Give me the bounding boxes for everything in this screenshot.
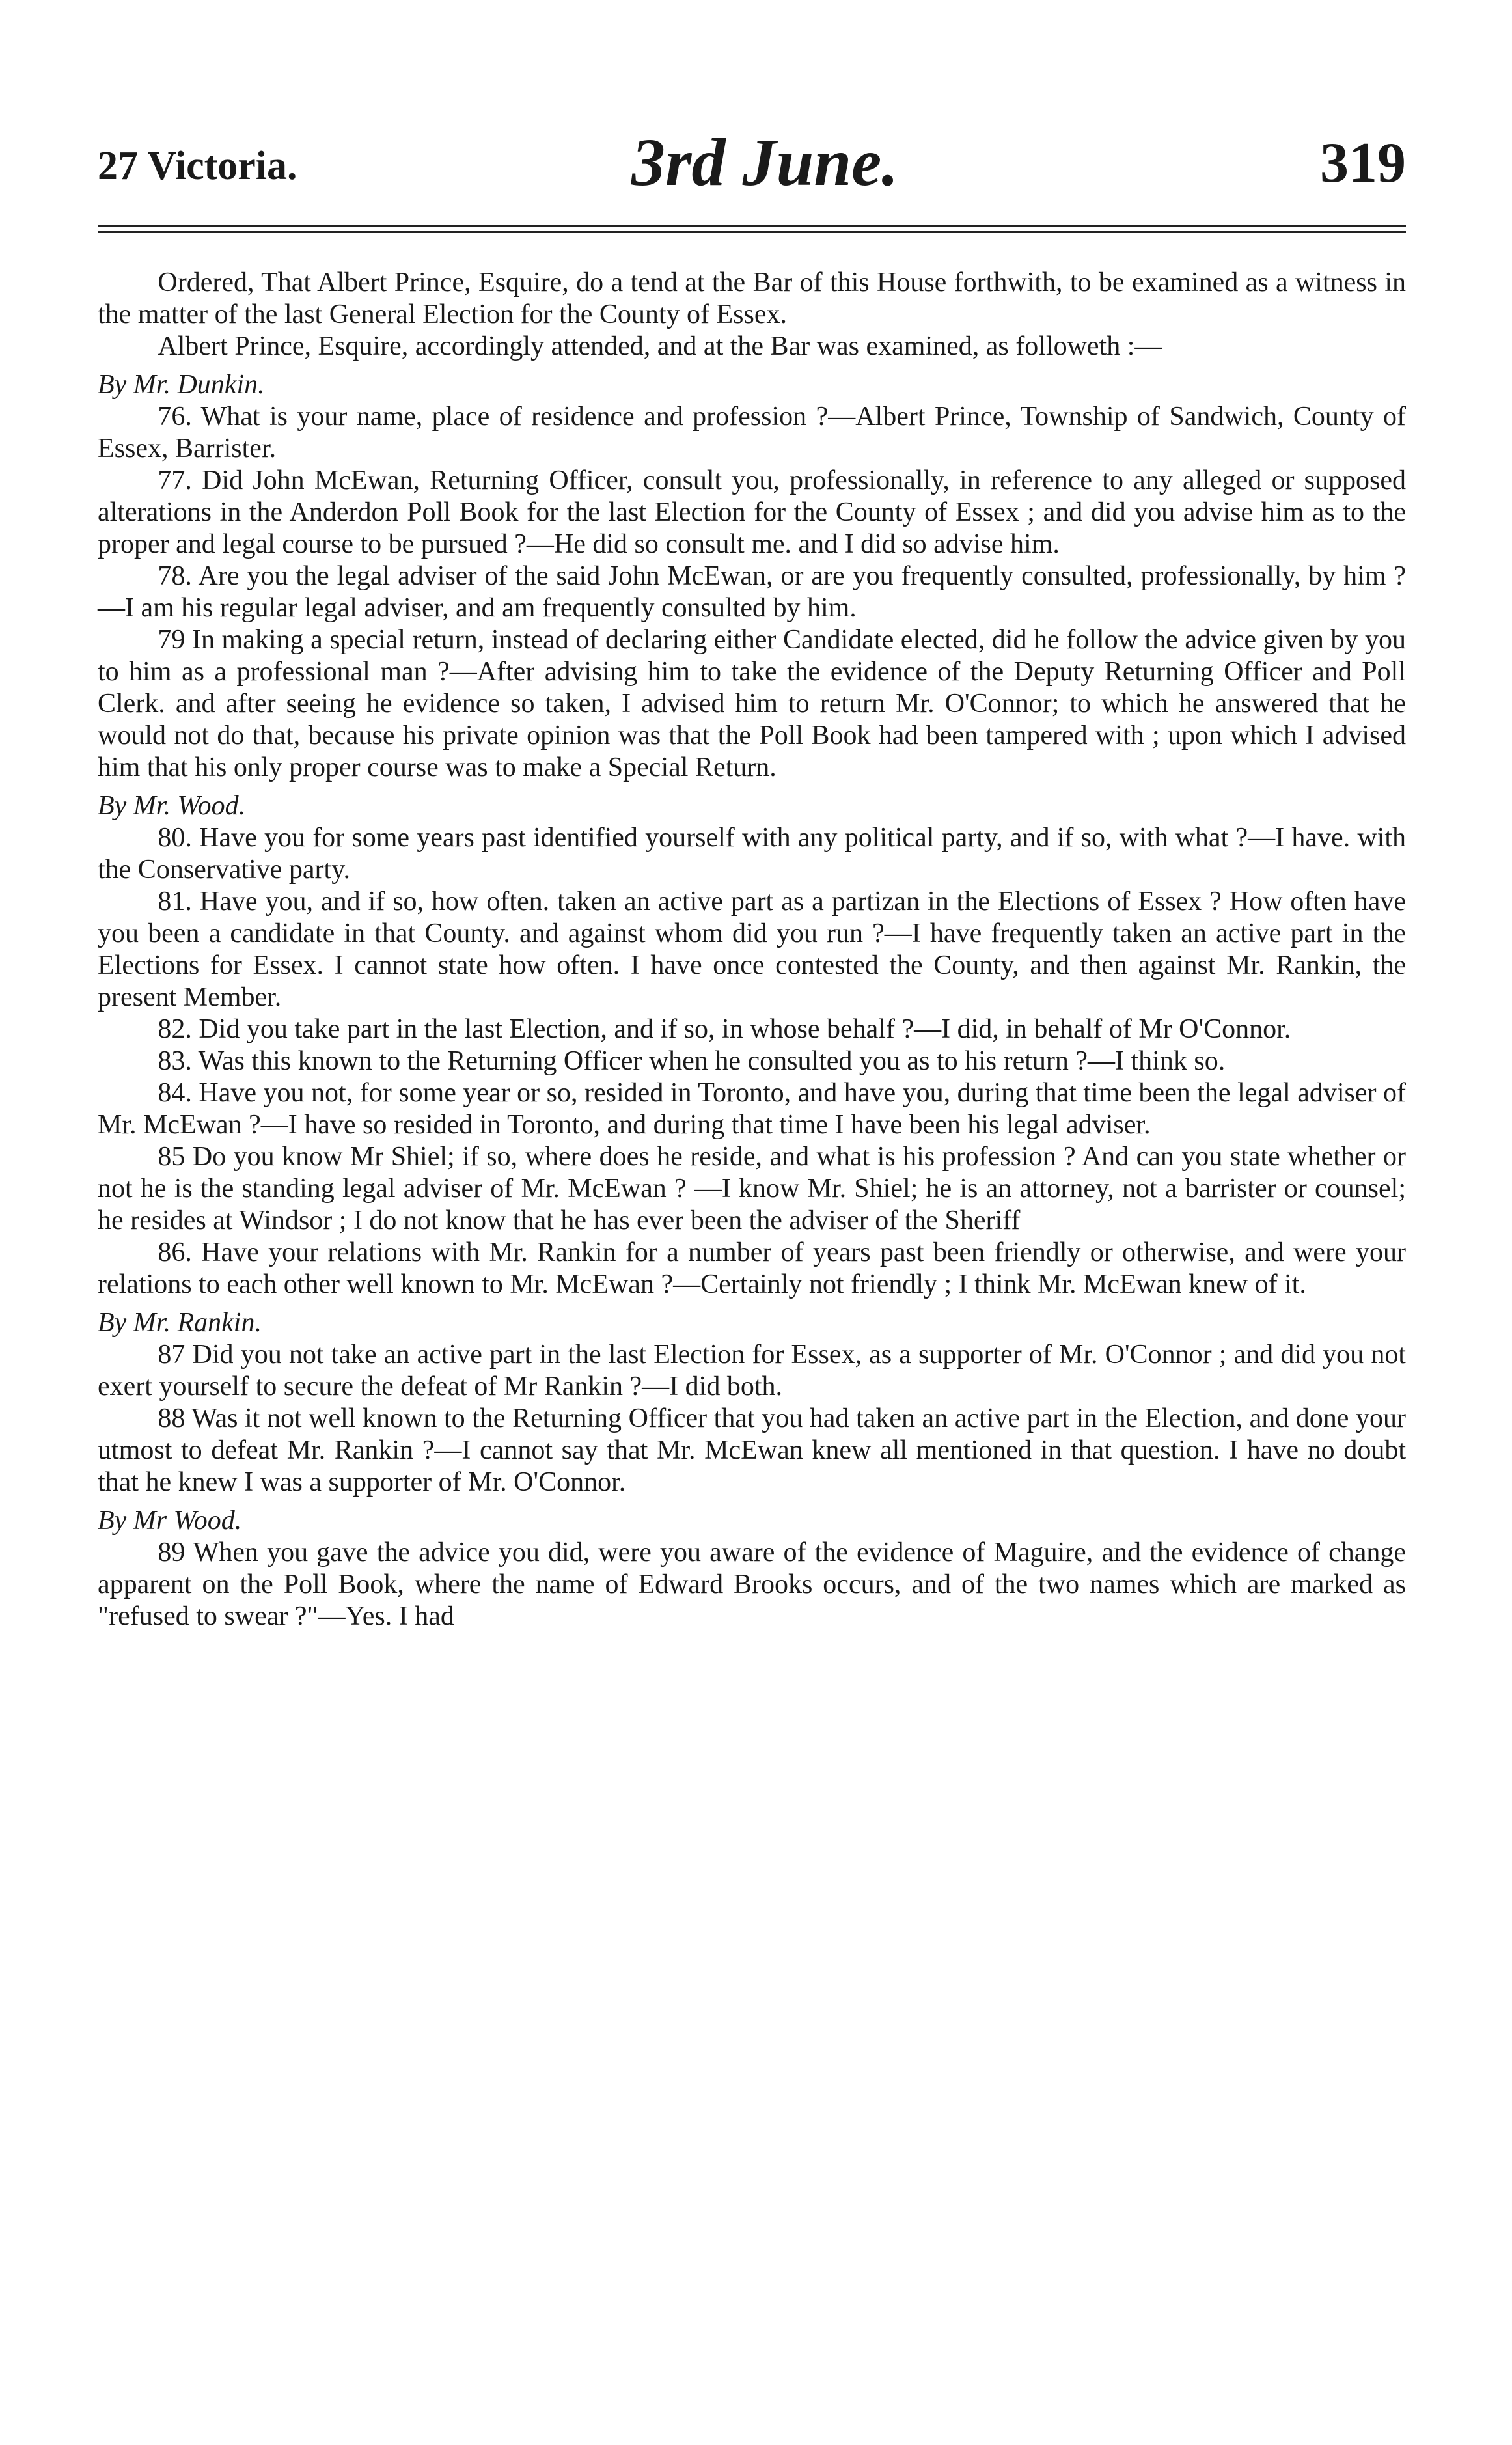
examiner-heading: By Mr. Rankin.	[98, 1308, 262, 1338]
examiner-heading: By Mr. Wood.	[98, 791, 246, 821]
question-83: 83. Was this known to the Returning Officer when he consulted you as to his return ?—I think so.	[158, 1046, 1226, 1076]
page-body	[98, 267, 1406, 1633]
question-78: 78. Are you the legal adviser of the said John McEwan, or are you frequently consulted, professionally, by him ?—I am his regular legal adviser, and am frequently consulted by him.	[98, 561, 1406, 623]
question-87: 87 Did you not take an active part in the last Election for Essex, as a supporter of Mr. O'Connor ; and did you not exert yourself to secure the defeat of Mr Rankin ?—I did both.	[98, 1340, 1406, 1402]
question-85: 85 Do you know Mr Shiel; if so, where does he reside, and what is his profession ? And can you state whether or not he is the standing legal adviser of Mr. McEwan ? —I know Mr. Shiel; he is an attorney, not a barrister or counsel; he resides at Windsor ; I do not know that he has ever been the adviser of the Sheriff	[98, 1142, 1406, 1236]
question-88: 88 Was it not well known to the Returning Officer that you had taken an active part in the Election, and done your utmost to defeat Mr. Rankin ?—I cannot say that Mr. McEwan knew all mentioned in that question. I have no doubt that he knew I was a supporter of Mr. O'Connor.	[98, 1403, 1406, 1497]
examiner-heading: By Mr. Dunkin.	[98, 370, 265, 400]
page-number: 319	[1320, 131, 1406, 195]
header-rule-bottom	[98, 231, 1406, 233]
question-79: 79 In making a special return, instead of declaring either Candidate elected, did he follow the advice given by you to him as a professional man ?—After advising him to take the evidence of the Deputy Returning Officer and Poll Clerk. and after seeing he evidence so taken, I advised him to return Mr. O'Connor; to which he answered that he would not do that, because his private opinion was that the Poll Book had been tampered with ; upon which I advised him that his only proper course was to make a Special Return.	[98, 625, 1406, 782]
question-89: 89 When you gave the advice you did, were you aware of the evidence of Maguire, and the evidence of change apparent on the Poll Book, where the name of Edward Brooks occurs, and of the two names which are marked as "refused to swear ?"—Yes. I had	[98, 1538, 1406, 1631]
question-82: 82. Did you take part in the last Election, and if so, in whose behalf ?—I did, in behalf of Mr O'Connor.	[158, 1014, 1291, 1044]
question-81: 81. Have you, and if so, how often. taken an active part as a partizan in the Elections of Essex ? How often have you been a candidate in that County. and against whom did you run ?—I have frequently taken an active part in the Elections for Essex. I cannot state how often. I have once contested the County, and then against Mr. Rankin, the present Member.	[98, 887, 1406, 1012]
question-86: 86. Have your relations with Mr. Rankin for a number of years past been friendly or otherwise, and were your relations to each other well known to Mr. McEwan ?—Certainly not friendly ; I think Mr. McEwan knew of it.	[98, 1237, 1406, 1299]
question-80: 80. Have you for some years past identified yourself with any political party, and if so, with what ?—I have. with the Conservative party.	[98, 823, 1406, 885]
question-77: 77. Did John McEwan, Returning Officer, consult you, professionally, in reference to any alleged or supposed alterations in the Anderdon Poll Book for the last Election for the County of Essex ; and did you advise him as to the proper and legal course to be pursued ?—He did so consult me. and I did so advise him.	[98, 465, 1406, 559]
header-date: 3rd June.	[631, 125, 899, 200]
question-76: 76. What is your name, place of residence and profession ?—Albert Prince, Township of Sandwich, County of Essex, Barrister.	[98, 402, 1406, 463]
attendance-paragraph: Albert Prince, Esquire, accordingly attended, and at the Bar was examined, as followeth :—	[158, 331, 1162, 361]
header-rule-top	[98, 225, 1406, 227]
examiner-heading: By Mr Wood.	[98, 1506, 242, 1536]
running-header	[98, 124, 1406, 202]
header-session: 27 Victoria.	[98, 144, 297, 188]
order-paragraph: Ordered, That Albert Prince, Esquire, do a tend at the Bar of this House forthwith, to be examined as a witness in the matter of the last General Election for the County of Essex.	[98, 268, 1406, 329]
question-84: 84. Have you not, for some year or so, resided in Toronto, and have you, during that time been the legal adviser of Mr. McEwan ?—I have so resided in Toronto, and during that time I have been his legal adviser.	[98, 1078, 1406, 1140]
